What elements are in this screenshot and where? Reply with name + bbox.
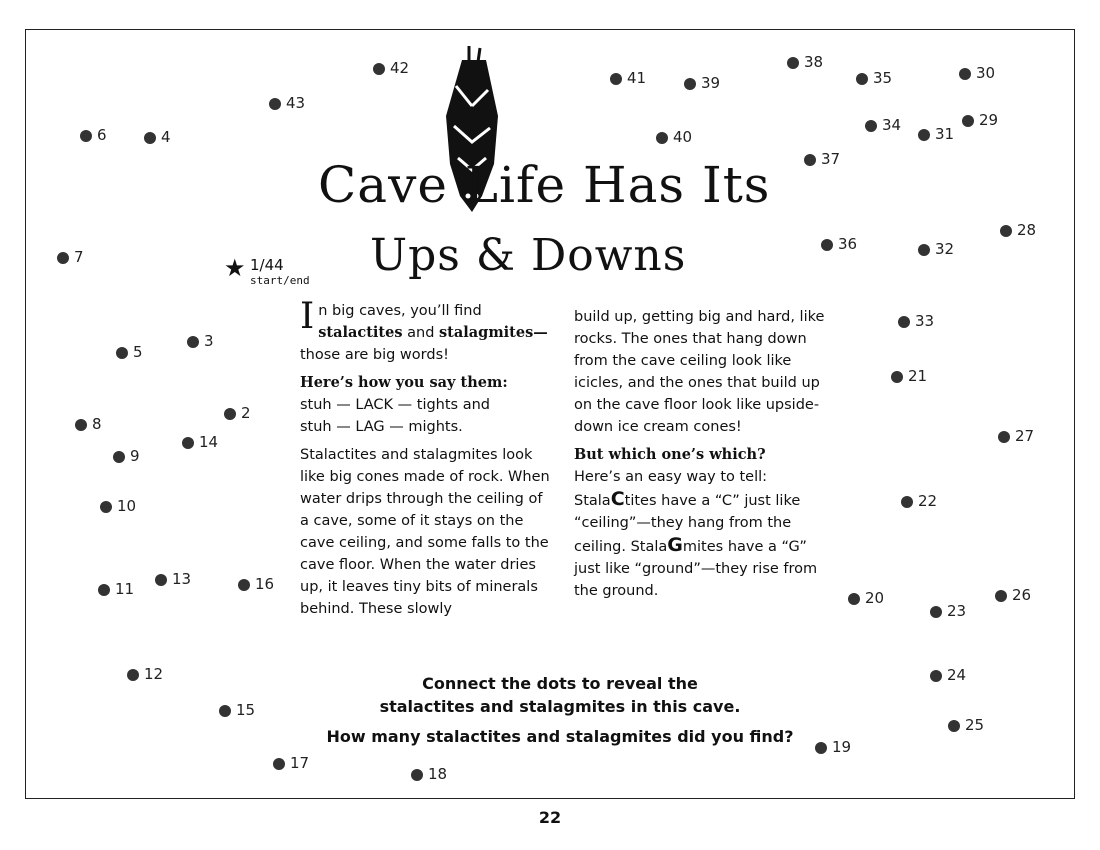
dot-25 — [948, 716, 985, 734]
dot-32 — [918, 240, 955, 258]
dot-number: 15 — [236, 701, 256, 719]
dot-number: 3 — [204, 332, 214, 350]
dot-marker — [848, 593, 860, 605]
dot-42 — [373, 59, 410, 77]
dot-marker — [918, 244, 930, 256]
dot-number: 18 — [428, 765, 448, 783]
pronunciation-line2: stuh — LAG — mights. — [300, 419, 463, 435]
page-number: 22 — [538, 808, 562, 827]
dot-marker — [821, 239, 833, 251]
dot-marker — [269, 98, 281, 110]
dot-number: 23 — [947, 602, 967, 620]
dot-number: 34 — [882, 116, 902, 134]
dot-3 — [187, 332, 214, 350]
dot-marker — [75, 419, 87, 431]
dot-20 — [848, 589, 885, 607]
dot-marker — [898, 316, 910, 328]
dot-marker — [273, 758, 285, 770]
which-text-b: tites have a “C” just like “ceiling”—they hang from the ceiling. Stala — [574, 493, 801, 555]
dot-24 — [930, 666, 967, 684]
dot-marker — [1000, 225, 1012, 237]
dot-number: 12 — [144, 665, 164, 683]
dot-12 — [127, 665, 164, 683]
start-label: 1/44 — [250, 256, 284, 274]
dot-number: 40 — [673, 128, 693, 146]
dot-number: 13 — [172, 570, 192, 588]
page-title-line2: Ups & Downs — [370, 230, 687, 281]
instruction-line2: stalactites and stalagmites in this cave. — [379, 697, 741, 716]
dot-marker — [182, 437, 194, 449]
dot-40 — [656, 128, 693, 146]
dot-number: 5 — [133, 343, 143, 361]
dot-14 — [182, 433, 219, 451]
dot-41 — [610, 69, 647, 87]
dot-number: 19 — [832, 738, 852, 756]
dot-number: 8 — [92, 415, 102, 433]
dot-marker — [962, 115, 974, 127]
dot-number: 9 — [130, 447, 140, 465]
dot-marker — [948, 720, 960, 732]
dot-22 — [901, 492, 938, 510]
which-line1: Here’s an easy way to tell: — [574, 469, 768, 485]
dot-34 — [865, 116, 902, 134]
dot-marker — [80, 130, 92, 142]
dot-marker — [610, 73, 622, 85]
intro-text: n big caves, you’ll find — [318, 303, 482, 319]
dot-number: 31 — [935, 125, 955, 143]
dot-marker — [901, 496, 913, 508]
dot-marker — [656, 132, 668, 144]
page-title-line1: Cave Life Has Its — [318, 156, 771, 214]
dot-number: 33 — [915, 312, 935, 330]
dot-marker — [930, 670, 942, 682]
dot-number: 17 — [290, 754, 310, 772]
dot-27 — [998, 427, 1035, 445]
dot-35 — [856, 69, 893, 87]
dot-marker — [804, 154, 816, 166]
dot-23 — [930, 602, 967, 620]
dot-number: 24 — [947, 666, 967, 684]
term-stalactites: stalactites — [318, 324, 403, 341]
dot-marker — [127, 669, 139, 681]
dot-number: 37 — [821, 150, 841, 168]
dot-number: 42 — [390, 59, 410, 77]
dot-marker — [684, 78, 696, 90]
dot-marker — [959, 68, 971, 80]
pronunciation-heading: Here’s how you say them: — [300, 374, 508, 391]
dot-7 — [57, 248, 84, 266]
dot-17 — [273, 754, 310, 772]
dot-number: 29 — [979, 111, 999, 129]
dot-marker — [113, 451, 125, 463]
dot-9 — [113, 447, 140, 465]
dot-number: 4 — [161, 128, 171, 146]
dot-11 — [98, 580, 135, 598]
dot-number: 43 — [286, 94, 306, 112]
dot-marker — [98, 584, 110, 596]
dot-marker — [856, 73, 868, 85]
dot-30 — [959, 64, 996, 82]
dot-37 — [804, 150, 841, 168]
dot-39 — [684, 74, 721, 92]
dot-number: 10 — [117, 497, 137, 515]
dot-10 — [100, 497, 137, 515]
dot-4 — [144, 128, 171, 146]
paragraph-which — [574, 444, 836, 602]
dot-marker — [998, 431, 1010, 443]
dot-number: 41 — [627, 69, 647, 87]
dot-number: 22 — [918, 492, 938, 510]
dot-number: 35 — [873, 69, 893, 87]
dot-marker — [57, 252, 69, 264]
instruction-line1: Connect the dots to reveal the — [422, 674, 698, 693]
dot-number: 16 — [255, 575, 275, 593]
dot-13 — [155, 570, 192, 588]
which-heading: But which one’s which? — [574, 446, 766, 463]
dot-marker — [930, 606, 942, 618]
dot-31 — [918, 125, 955, 143]
dot-43 — [269, 94, 306, 112]
dot-marker — [995, 590, 1007, 602]
dot-marker — [373, 63, 385, 75]
dot-number: 28 — [1017, 221, 1037, 239]
paragraph-intro — [300, 296, 552, 366]
dot-marker — [918, 129, 930, 141]
letter-g: G — [667, 534, 683, 556]
dot-16 — [238, 575, 275, 593]
dot-marker — [219, 705, 231, 717]
dot-38 — [787, 53, 824, 71]
dot-number: 21 — [908, 367, 928, 385]
paragraph-explanation: Stalactites and stalagmites look like big cones made of rock. When water drips through the ceiling of a cave, some of it stays on the cave ceiling, and some falls to the cave floor. When the water dries up, it leaves tiny bits of minerals behind. These slowly — [300, 447, 550, 617]
dot-29 — [962, 111, 999, 129]
term-stalagmites: stalagmites— — [439, 324, 548, 341]
dot-21 — [891, 367, 928, 385]
dot-number: 38 — [804, 53, 824, 71]
text-column-1 — [300, 296, 552, 626]
intro-and: and — [402, 325, 440, 341]
dot-28 — [1000, 221, 1037, 239]
dot-marker — [891, 371, 903, 383]
dot-number: 2 — [241, 404, 251, 422]
dot-number: 27 — [1015, 427, 1035, 445]
star-icon: ★ — [224, 254, 246, 282]
dot-marker — [411, 769, 423, 781]
pronunciation-line1: stuh — LACK — tights and — [300, 397, 491, 413]
dot-number: 36 — [838, 235, 858, 253]
start-marker — [224, 254, 310, 287]
which-text-c: mites have a “G” just like “ground”—they rise from the ground. — [574, 539, 818, 599]
which-text-a: Stala — [574, 493, 611, 509]
paragraph-pronunciation — [300, 372, 552, 438]
dot-number: 30 — [976, 64, 996, 82]
start-sublabel: start/end — [250, 274, 310, 287]
dot-marker — [100, 501, 112, 513]
letter-c: C — [610, 488, 625, 510]
dot-marker — [187, 336, 199, 348]
dot-33 — [898, 312, 935, 330]
dot-number: 7 — [74, 248, 84, 266]
dot-marker — [144, 132, 156, 144]
dot-8 — [75, 415, 102, 433]
dot-36 — [821, 235, 858, 253]
dot-marker — [224, 408, 236, 420]
question-line: How many stalactites and stalagmites did you find? — [326, 727, 794, 746]
drop-cap: I — [300, 296, 315, 337]
dot-number: 6 — [97, 126, 107, 144]
dot-number: 25 — [965, 716, 985, 734]
intro-end: those are big words! — [300, 347, 449, 363]
dot-marker — [238, 579, 250, 591]
dot-number: 32 — [935, 240, 955, 258]
dot-18 — [411, 765, 448, 783]
dot-15 — [219, 701, 256, 719]
dot-number: 20 — [865, 589, 885, 607]
paragraph-continued: build up, getting big and hard, like rocks. The ones that hang down from the cave ceiling look like icicles, and the ones that build up on the cave floor look like upside-down ice cream cones! — [574, 309, 825, 435]
dot-number: 11 — [115, 580, 135, 598]
dot-marker — [787, 57, 799, 69]
dot-marker — [116, 347, 128, 359]
dot-number: 14 — [199, 433, 219, 451]
dot-5 — [116, 343, 143, 361]
dot-26 — [995, 586, 1032, 604]
dot-number: 39 — [701, 74, 721, 92]
dot-marker — [155, 574, 167, 586]
dot-number: 26 — [1012, 586, 1032, 604]
dot-6 — [80, 126, 107, 144]
text-column-2 — [574, 306, 836, 608]
dot-2 — [224, 404, 251, 422]
dot-marker — [865, 120, 877, 132]
